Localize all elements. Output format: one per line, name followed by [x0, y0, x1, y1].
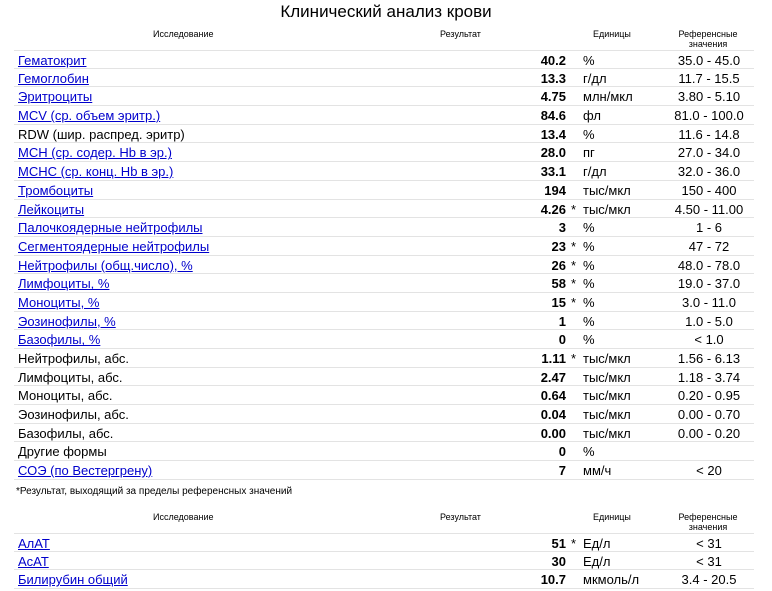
header-test: Исследование: [153, 512, 214, 522]
table-row: [14, 570, 754, 589]
reference-range: 0.00 - 0.70: [677, 407, 741, 423]
result-value: 15: [551, 294, 566, 310]
test-name-link[interactable]: MCHC (ср. конц. Hb в эр.): [18, 164, 174, 180]
reference-range: 48.0 - 78.0: [677, 257, 741, 273]
table-row: [14, 256, 754, 275]
reference-range: < 31: [696, 536, 722, 551]
table-row: [14, 162, 754, 181]
reference-range: 3.4 - 20.5: [681, 572, 737, 588]
test-name-link[interactable]: Моноциты, %: [18, 294, 100, 310]
test-name-link[interactable]: Гематокрит: [18, 53, 87, 68]
reference-range: 1 - 6: [695, 220, 722, 236]
test-name-link[interactable]: Эозинофилы, %: [18, 313, 116, 329]
reference-range: 35.0 - 45.0: [677, 53, 741, 68]
test-name: RDW (шир. распред. эритр): [18, 126, 185, 142]
table-row: [14, 106, 754, 125]
results-table-2: [0, 533, 772, 589]
out-of-range-flag: *: [571, 351, 577, 366]
test-name: Нейтрофилы, абс.: [18, 351, 130, 366]
result-value: 13.4: [540, 126, 566, 142]
header-ref-line2: значения: [688, 39, 728, 49]
result-unit: млн/мкл: [583, 89, 633, 105]
result-unit: тыс/мкл: [583, 425, 631, 441]
result-value: 26: [551, 257, 566, 273]
reference-range: 4.50 - 11.00: [674, 201, 744, 217]
reference-range: 47 - 72: [688, 238, 730, 254]
out-of-range-flag: *: [571, 201, 577, 217]
result-value: 51: [551, 536, 566, 551]
table-row: [14, 50, 754, 69]
reference-range: 150 - 400: [681, 182, 737, 198]
test-name: Эозинофилы, абс.: [18, 407, 129, 423]
test-name-link[interactable]: Сегментоядерные нейтрофилы: [18, 238, 210, 254]
result-unit: тыс/мкл: [583, 407, 631, 423]
test-name: Другие формы: [18, 444, 107, 460]
table-row: [14, 69, 754, 88]
reference-range: 1.18 - 3.74: [677, 369, 741, 385]
table-row: [14, 552, 754, 571]
result-value: 4.26: [540, 201, 566, 217]
table-row: [14, 200, 754, 219]
header-reference: [664, 29, 752, 49]
test-name: Лимфоциты, абс.: [18, 369, 123, 385]
result-unit: тыс/мкл: [583, 388, 631, 404]
result-value: 28.0: [540, 145, 566, 161]
result-unit: мм/ч: [583, 463, 612, 479]
result-unit: %: [583, 332, 595, 348]
result-value: 0.64: [540, 388, 566, 404]
table-row: [14, 405, 754, 424]
reference-range: 3.0 - 11.0: [682, 294, 736, 310]
test-name-link[interactable]: Палочкоядерные нейтрофилы: [18, 220, 203, 236]
table-row: [14, 386, 754, 405]
result-value: 1.11: [541, 351, 566, 366]
reference-range: 0.00 - 0.20: [677, 425, 741, 441]
table-row: [14, 218, 754, 237]
result-unit: %: [583, 294, 595, 310]
result-unit: Ед/л: [583, 536, 611, 551]
table-row: [14, 274, 754, 293]
reference-range: 32.0 - 36.0: [677, 164, 741, 180]
result-unit: %: [583, 313, 595, 329]
result-value: 0.00: [540, 425, 566, 441]
result-unit: пг: [583, 145, 595, 161]
test-name-link[interactable]: Билирубин общий: [18, 572, 128, 588]
header-ref-line2: значения: [688, 522, 728, 532]
reference-range: 1.56 - 6.13: [677, 351, 741, 366]
reference-range: 11.6 - 14.8: [678, 126, 740, 142]
result-value: 40.2: [540, 53, 566, 68]
header-result: Результат: [440, 512, 481, 522]
table-row: [14, 368, 754, 387]
test-name-link[interactable]: СОЭ (по Вестергрену): [18, 463, 153, 479]
test-name-link[interactable]: Тромбоциты: [18, 182, 94, 198]
result-value: 2.47: [540, 369, 566, 385]
header-result: Результат: [440, 29, 481, 39]
test-name-link[interactable]: Нейтрофилы (общ.число), %: [18, 257, 193, 273]
result-value: 33.1: [540, 164, 566, 180]
table-header: [0, 29, 772, 51]
out-of-range-flag: *: [571, 294, 577, 310]
result-value: 30: [551, 553, 566, 569]
out-of-range-flag: *: [571, 276, 577, 292]
result-unit: %: [583, 126, 595, 142]
result-unit: %: [583, 53, 595, 68]
table-row: [14, 293, 754, 312]
result-unit: %: [583, 238, 595, 254]
test-name-link[interactable]: MCV (ср. объем эритр.): [18, 108, 161, 124]
table-row: [14, 312, 754, 331]
reference-range: 19.0 - 37.0: [677, 276, 741, 292]
table-row: [14, 424, 754, 443]
header-ref-line1: Референсные: [678, 512, 738, 522]
header-units: Единицы: [593, 512, 631, 522]
test-name: Моноциты, абс.: [18, 388, 113, 404]
table-row: [14, 330, 754, 349]
result-unit: тыс/мкл: [583, 369, 631, 385]
result-unit: г/дл: [583, 164, 607, 180]
reference-range: 81.0 - 100.0: [674, 108, 744, 124]
table-row: [14, 143, 754, 162]
result-unit: Ед/л: [583, 553, 611, 569]
result-value: 13.3: [540, 70, 566, 86]
table-row: [14, 125, 754, 144]
reference-range: 3.80 - 5.10: [677, 89, 741, 105]
test-name-link[interactable]: Базофилы, %: [18, 332, 101, 348]
reference-range: < 31: [696, 553, 722, 569]
test-name-link[interactable]: Лейкоциты: [18, 201, 85, 217]
test-name: Базофилы, абс.: [18, 425, 114, 441]
result-value: 23: [551, 238, 566, 254]
result-unit: г/дл: [583, 70, 607, 86]
table-row: [14, 237, 754, 256]
result-value: 7: [558, 463, 566, 479]
page-title: Клинический анализ крови: [280, 2, 492, 21]
result-unit: %: [583, 220, 595, 236]
reference-range: 0.20 - 0.95: [677, 388, 741, 404]
result-value: 0.04: [540, 407, 566, 423]
footnote: *Результат, выходящий за пределы референсных значений: [16, 486, 293, 497]
header-units: Единицы: [593, 29, 631, 39]
test-name-link[interactable]: MCH (ср. содер. Hb в эр.): [18, 145, 172, 161]
result-value: 58: [551, 276, 566, 292]
result-value: 0: [558, 444, 566, 460]
table-header-2: [0, 512, 772, 534]
result-unit: тыс/мкл: [583, 201, 631, 217]
result-unit: мкмоль/л: [583, 572, 640, 588]
result-unit: фл: [583, 108, 601, 124]
table-row: [14, 442, 754, 461]
test-name-link[interactable]: Гемоглобин: [18, 70, 89, 86]
result-unit: %: [583, 444, 595, 460]
result-unit: тыс/мкл: [583, 351, 631, 366]
reference-range: 11.7 - 15.5: [678, 70, 740, 86]
result-value: 1: [558, 313, 566, 329]
result-unit: тыс/мкл: [583, 182, 631, 198]
out-of-range-flag: *: [571, 536, 577, 551]
result-unit: %: [583, 276, 595, 292]
header-reference: [664, 512, 752, 532]
reference-range: < 20: [696, 463, 722, 479]
table-row: [14, 461, 754, 480]
table-row: [14, 349, 754, 368]
table-row: [14, 533, 754, 552]
reference-range: 27.0 - 34.0: [677, 145, 741, 161]
result-value: 10.7: [540, 572, 566, 588]
reference-range: 1.0 - 5.0: [685, 313, 733, 329]
header-test: Исследование: [153, 29, 214, 39]
results-table: [0, 50, 772, 480]
result-unit: %: [583, 257, 595, 273]
result-value: 3: [558, 220, 566, 236]
test-name-link[interactable]: Эритроциты: [18, 89, 93, 105]
result-value: 0: [558, 332, 566, 348]
table-row: [14, 87, 754, 106]
test-name-link[interactable]: АлАТ: [18, 536, 50, 551]
result-value: 194: [544, 182, 566, 198]
out-of-range-flag: *: [571, 257, 577, 273]
result-value: 4.75: [540, 89, 566, 105]
result-value: 84.6: [540, 108, 566, 124]
header-ref-line1: Референсные: [678, 29, 738, 39]
test-name-link[interactable]: Лимфоциты, %: [18, 276, 110, 292]
out-of-range-flag: *: [571, 238, 577, 254]
reference-range: < 1.0: [694, 332, 724, 348]
table-row: [14, 181, 754, 200]
test-name-link[interactable]: АсАТ: [18, 553, 49, 569]
